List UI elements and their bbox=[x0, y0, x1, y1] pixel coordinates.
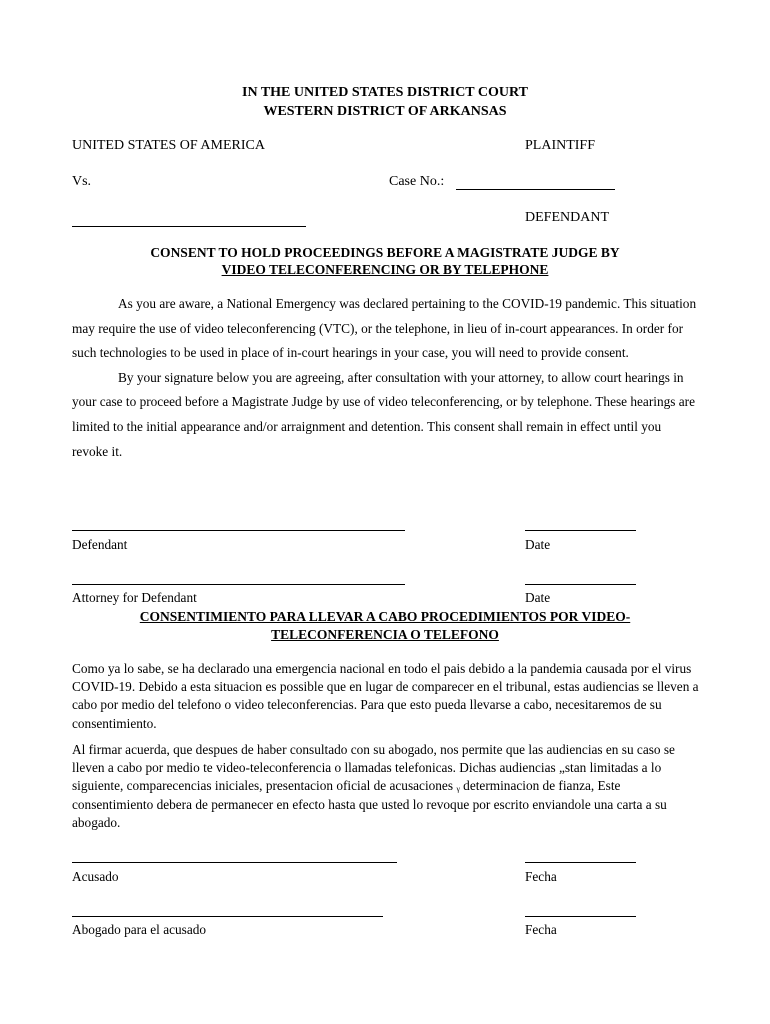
plaintiff-name: UNITED STATES OF AMERICA bbox=[72, 138, 265, 153]
attorney-date-field[interactable] bbox=[525, 584, 636, 585]
consent-subtitle-es: TELECONFERENCIA O TELEFONO bbox=[271, 627, 499, 642]
defendant-name-field[interactable] bbox=[72, 226, 306, 227]
accused-date-field[interactable] bbox=[525, 862, 636, 863]
consent-subtitle-en: VIDEO TELECONFERENCING OR BY TELEPHONE bbox=[221, 262, 549, 277]
consent-title-en: CONSENT TO HOLD PROCEEDINGS BEFORE A MAGISTRATE JUDGE BY bbox=[150, 245, 620, 260]
lawyer-signature-field[interactable] bbox=[72, 916, 383, 917]
accused-signature-label: Acusado bbox=[72, 869, 119, 884]
attorney-date-label: Date bbox=[525, 590, 551, 605]
case-number-field[interactable] bbox=[456, 189, 615, 190]
court-district: WESTERN DISTRICT OF ARKANSAS bbox=[263, 104, 507, 119]
attorney-signature-label: Attorney for Defendant bbox=[72, 590, 197, 605]
consent-paragraph-es-2: Al firmar acuerda, que despues de haber consultado con su abogado, nos permite que las audiencias en su caso se lleven a cabo por medio te video-teleconferencia o llamadas telefonicas. Dichas audiencias „stan limitadas a lo siguiente, comparecencias iniciales, presentacion oficial de acusaciones ᵧ determinacion de fianza, Este consentimiento debera de permanecer en efecto hasta que usted lo revoque por escrito enviandole una carta a su abogado. bbox=[72, 742, 675, 830]
case-number-label: Case No.: bbox=[389, 174, 445, 189]
consent-paragraph-es-1: Como ya lo sabe, se ha declarado una emergencia nacional en todo el pais debido a la pandemia causada por el virus COVID-19. Debido a esta situacion es possible que en lugar de comparecer en el tribunal, estas audiencias se lleven a cabo por medio del telefono o video teleconferencias. Para que esto pueda llevarse a cabo, necesitaremos de su consentimiento. bbox=[72, 661, 699, 731]
defendant-signature-field[interactable] bbox=[72, 530, 405, 531]
lawyer-date-label: Fecha bbox=[525, 922, 557, 937]
consent-body-en bbox=[72, 292, 700, 464]
defendant-date-label: Date bbox=[525, 537, 551, 552]
accused-signature-field[interactable] bbox=[72, 862, 397, 863]
court-name: IN THE UNITED STATES DISTRICT COURT bbox=[242, 85, 528, 100]
defendant-signature-label: Defendant bbox=[72, 537, 128, 552]
lawyer-date-field[interactable] bbox=[525, 916, 636, 917]
defendant-label: DEFENDANT bbox=[525, 210, 609, 225]
attorney-signature-field[interactable] bbox=[72, 584, 405, 585]
consent-paragraph-en-1: As you are aware, a National Emergency was declared pertaining to the COVID-19 pandemic. This situation may require the use of video teleconferencing (VTC), or the telephone, in lieu of in-court appearances. In order for such technologies to be used in place of in-court hearings in your case, you will need to provide consent. bbox=[72, 296, 697, 361]
accused-date-label: Fecha bbox=[525, 869, 557, 884]
consent-paragraph-en-2: By your signature below you are agreeing, after consultation with your attorney, to allow court hearings in your case to proceed before a Magistrate Judge by use of video teleconferencing, or by telephone. These hearings are limited to the initial appearance and/or arraignment and detention. This consent shall remain in effect until you revoke it. bbox=[72, 369, 695, 459]
versus-label: Vs. bbox=[72, 174, 92, 189]
plaintiff-label: PLAINTIFF bbox=[525, 138, 596, 153]
defendant-date-field[interactable] bbox=[525, 530, 636, 531]
lawyer-signature-label: Abogado para el acusado bbox=[72, 922, 207, 937]
consent-title-es: CONSENTIMIENTO PARA LLEVAR A CABO PROCEDIMIENTOS POR VIDEO- bbox=[139, 609, 631, 624]
